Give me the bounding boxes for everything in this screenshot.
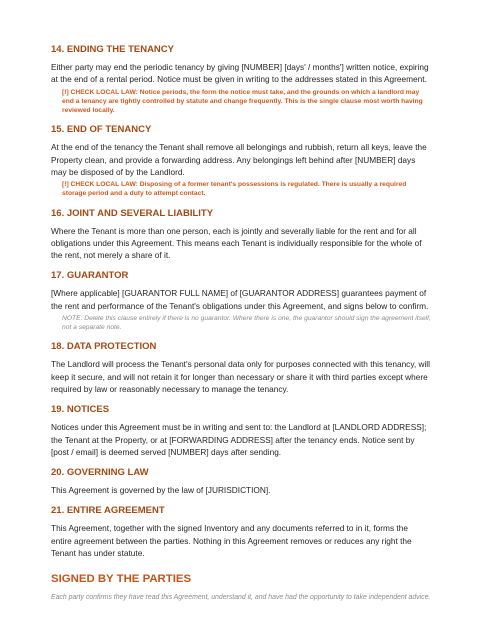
signed-by-the-parties: [51, 572, 431, 603]
section-body: At the end of the tenancy the Tenant shall remove all belongings and rubbish, return all keys, leave the Property clean, and provide a forwarding address. Any belongings left behind after [NUMBER] days may be disposed of by the Landlord.: [51, 142, 427, 177]
section-heading: 15. END OF TENANCY: [51, 124, 152, 136]
guarantor-note: NOTE: Delete this clause entirely if there is no guarantor. Where there is one, the guarantor should sign the agreement itself, not a separate note.: [62, 314, 431, 332]
section-governing-law: [51, 467, 431, 496]
section-guarantor: [51, 270, 431, 332]
section-heading: 21. ENTIRE AGREEMENT: [51, 505, 165, 517]
section-heading: 16. JOINT AND SEVERAL LIABILITY: [51, 207, 214, 219]
section-entire-agreement: [51, 505, 431, 559]
section-body: [Where applicable] [GUARANTOR FULL NAME] of [GUARANTOR ADDRESS] guarantees payment of the rent and performance of the Tenant's obligations under this Agreement, and signs below to confirm.: [51, 288, 429, 311]
section-body: Where the Tenant is more than one person, each is jointly and severally liable for the rent and for all obligations under this Agreement. This means each Tenant is individually responsible for the whole of the rent, not merely a share of it.: [51, 225, 422, 261]
signed-heading: SIGNED BY THE PARTIES: [51, 573, 192, 586]
section-ending-the-tenancy: [51, 44, 431, 115]
section-joint-and-several-liability: [51, 208, 431, 262]
section-heading: 19. NOTICES: [51, 404, 110, 416]
signed-confirmation-text: Each party confirms they have read this Agreement, understand it, and have had the opportunity to take independent advice.: [51, 594, 431, 602]
section-heading: 17. GUARANTOR: [51, 270, 129, 282]
local-law-warning: [!] CHECK LOCAL LAW: Notice periods, the form the notice must take, and the grounds on which a landlord may end a tenancy are tightly controlled by statute and change frequently. This is the single clause most worth having reviewed locally.: [62, 88, 423, 114]
section-body: Either party may end the periodic tenancy by giving [NUMBER] [days' / months'] written notice, expiring at the end of a rental period. Notice must be given in writing to the addresses stated in this Agreement.: [51, 62, 429, 85]
section-body: This Agreement is governed by the law of [JURISDICTION].: [51, 485, 271, 496]
section-notices: [51, 404, 431, 458]
section-heading: 20. GOVERNING LAW: [51, 467, 149, 479]
section-heading: 14. ENDING THE TENANCY: [51, 44, 174, 55]
section-end-of-tenancy: [51, 124, 431, 198]
section-data-protection: [51, 341, 431, 395]
section-heading: 18. DATA PROTECTION: [51, 341, 157, 353]
local-law-warning: [!] CHECK LOCAL LAW: Disposing of a former tenant's possessions is regulated. There is usually a required storage period and a duty to attempt contact.: [62, 181, 407, 198]
section-body: Notices under this Agreement must be in writing and sent to: the Landlord at [LANDLORD ADDRESS]; the Tenant at the Property, or at [FORWARDING ADDRESS] after the tenancy ends. Notice sent by [post / email] is deemed served [NUMBER] days after sending.: [51, 422, 427, 457]
section-body: The Landlord will process the Tenant's personal data only for purposes connected with this tenancy, will keep it secure, and will not retain it for longer than necessary or share it with third parties except where required by law or reasonably necessary to manage the tenancy.: [51, 359, 430, 394]
section-body: This Agreement, together with the signed Inventory and any documents referred to in it, forms the entire agreement between the parties. Nothing in this Agreement removes or reduces any right the Tenant has under statute.: [51, 523, 412, 559]
